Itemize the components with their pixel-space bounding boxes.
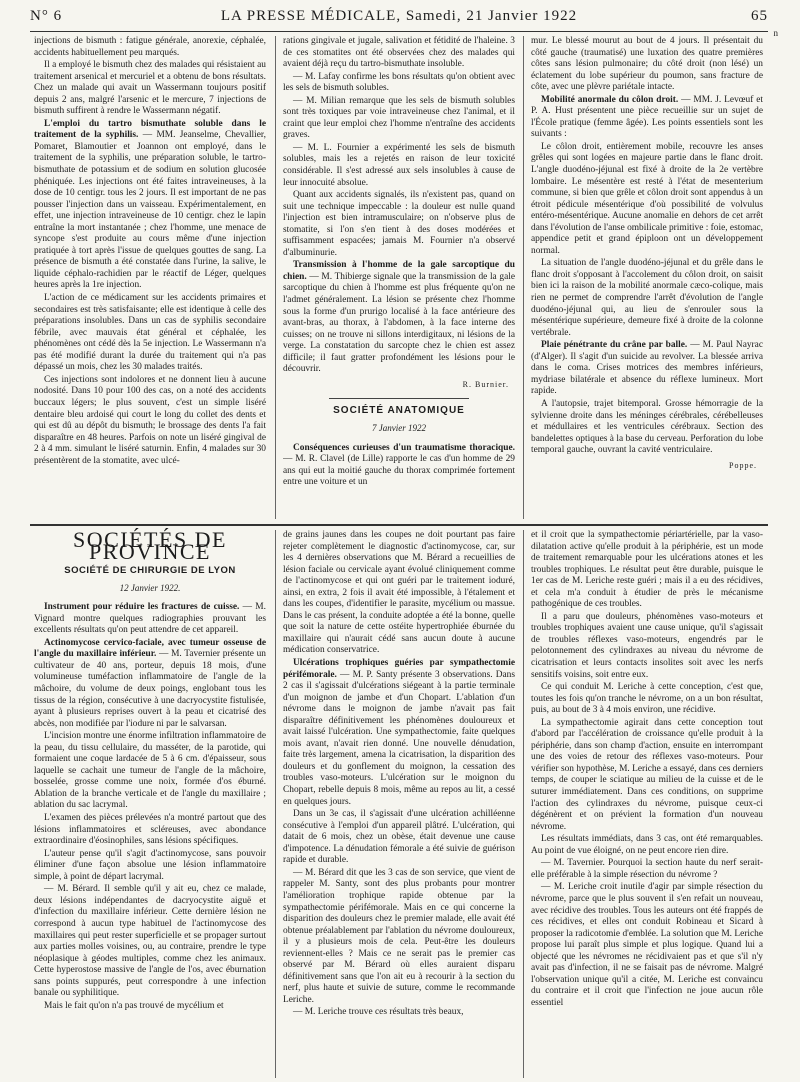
article-paragraph: Conséquences curieuses d'un traumatisme thoracique. — M. R. Clavel (de Lille) rapporte le cas d'un homme de 29 ans qui eut la moitié gauche du thorax comprimée fortement entre une voiture et un [283,442,515,488]
signature: Poppe. [729,460,757,470]
paragraph: et il croit que la sympathectomie périartérielle, par la vaso-dilatation active qu'elle produit à la périphérie, est un mode de traitement remarquable pour les ulcérations atones et les troubles trophiques. Le résultat peut être durable, puisque le 1er cas de M. Leriche reste guéri ; mais il a eu des récidives, et cela m'a conduit à étudier de près le mécanisme pathogénique de ces troubles. [531,530,763,610]
running-header [30,6,768,30]
paragraph: rations gingivale et jugale, salivation et fétidité de l'haleine. 3 de ces stomatites ont été observées chez des malades qui avaient déjà reçu du tartro-bismuthate insoluble. [283,36,515,70]
margin-mark: n [773,28,778,38]
top-column-2 [283,36,515,522]
paragraph: Ce qui conduit M. Leriche à cette conception, c'est que, toutes les fois qu'on tranche le névrome, on a un bon résultat, puis, au bout de 3 à 4 mois environ, une récidive. [531,682,763,716]
paragraph: Quant aux accidents signalés, ils n'existent pas, quand on suit une technique impeccable : la douleur est nulle quand l'injection est bien intramusculaire; on n'observe plus de stomatite, si l'on s'en tient à des doses modérées et suffisamment espacées; jamais M. Fournier n'a observé d'albuminurie. [283,190,515,258]
paragraph: Dans un 3e cas, il s'agissait d'une ulcération achilléenne consécutive à l'emploi d'un appareil plâtré. L'ulcération, qui datait de 6 mois, chez un obèse, était devenue une cause d'impotence. La dénudation fémorale a été suivie de guérison rapide et durable. [283,809,515,866]
session-date: 12 Janvier 1922. [119,582,181,593]
journal-title: LA PRESSE MÉDICALE, Samedi, 21 Janvier 1922 [220,8,578,24]
top-column-1 [34,36,266,522]
page-number: 65 [751,8,768,24]
article-paragraph: Instrument pour réduire les fractures de cuisse. — M. Vignard montre quelques radiographies prouvant les excellents résultats qu'on peut attendre de cet appareil. [34,602,266,636]
article-paragraph: Plaie pénétrante du crâne par balle. — M. Paul Nayrac (d'Alger). Il s'agit d'un suicide au revolver. La blessée arriva dans le coma. Crises motrices des membres inférieurs, mydriase bilatérale et absence du réflexe lumineux. Mort rapide. [531,340,763,397]
paragraph: Les résultats immédiats, dans 3 cas, ont été remarquables. Au point de vue éloigné, on ne peut encore rien dire. [531,834,763,856]
article-paragraph: Actinomycose cervico-faciale, avec tumeur osseuse de l'angle du maxillaire inférieur. — M. Tavernier présente un cultivateur de 40 ans, porteur, depuis 18 mois, d'une volumineuse tuméfaction inflammatoire de l'angle de la mâchoire, du volume de deux poings, englobant tous les tissus de la région, consécutive à une dacryocystite fistulisée, ayant à plusieurs reprises ouvert à la peau et cicatrisé des abcès, non modifiée par l'iodure ni par le salvarsan. [34,637,266,729]
section-heading: SOCIÉTÉ ANATOMIQUE [333,405,465,417]
paragraph: Le côlon droit, entièrement mobile, recouvre les anses grêles qui sont logées en majeure partie dans le flanc droit. L'angle duodéno-jéjunal est fixé à droite de la 2e vertèbre lombaire. Le mésentère est resté à l'état de mesenterium commune, si bien que grêle et côlon droit sont appendus à un étroit pédicule mésentérique d'où possibilité de volvulus entéro-mésentérique. Aucune anomalie en dehors de cet arrêt dans l'évolution de l'anse ombilicale primitive : foie, estomac, appendice petit et grand épiploon ont un développement normal. [531,141,763,256]
bottom-column-1 [34,528,266,1080]
section-rule [329,398,468,399]
article-paragraph: Mobilité anormale du côlon droit. — MM. J. Levœuf et P. A. Hust présentent une pièce recueillie sur un sujet de l'École pratique (femme âgée). Les points essentiels sont les suivants : [531,94,763,140]
bottom-column-2 [283,530,515,1080]
paragraph: — M. Bérard. Il semble qu'il y ait eu, chez ce malade, deux lésions indépendantes de dacryocystite aiguë et d'infection du maxillaire inférieur. Cette dernière lésion ne correspond à aucun type habituel de l'actinomycose des maxillaires qui peut rester superficielle et se propager surtout aux parties molles voisines, ou, au contraire, prendre le type néoplasique à géodes multiples, comme chez les animaux. Cette hyperostose massive de l'angle de l'os, avec éburnation sans points suppurés, peut correspondre à une infection banale ou syphilitique. [34,884,266,999]
column-divider [523,36,524,519]
article-paragraph: Transmission à l'homme de la gale sarcoptique du chien. — M. Thibierge signale que la transmission de la gale sarcoptique du chien à l'homme est plus fréquente qu'on ne l'admet généralement. La lésion se présente chez l'homme sous la forme d'un prurigo localisé à la face antérieure des avant-bras, au thorax, à l'abdomen, à la face interne des cuisses; on ne trouve ni sillons interdigitaux, ni lésions de la verge. La constatation du sarcopte chez le chien est assez difficile; il faut gratter profondément les lésions pour le découvrir. [283,260,515,375]
paragraph: — M. Lafay confirme les bons résultats qu'on obtient avec les sels de bismuth solubles. [283,71,515,94]
paragraph: L'examen des pièces prélevées n'a montré partout que des lésions inflammatoires et scléreuses, avec abondance extraordinaire d'éosinophiles, sans lésions spécifiques. [34,813,266,847]
top-column-3 [531,36,763,522]
paragraph: — M. Leriche croit inutile d'agir par simple résection du névrome, parce que le plus souvent il s'en refait un nouveau, avec récidive des troubles. Tous les auteurs ont été frappés de ces récidives, et elles ont conduit Robineau et Sicard à proposer la radicotomie d'emblée. La solution que M. Leriche propose lui paraît plus simple et plus logique. Quand lui a objecté que les névromes ne récidivaient pas et que s'il n'y avait pas d'infection, il ne se faisait pas de névrome. Malgré l'observation unique qu'il a citée, M. Leriche est convaincu du contraire et il croit que l'infection ne joue aucun rôle essentiel [531,882,763,1008]
paragraph: — M. Milian remarque que les sels de bismuth solubles sont très toxiques par voie intraveineuse chez l'animal, et il craint que leur emploi chez l'homme n'entraîne des accidents graves. [283,95,515,141]
paragraph: Mais le fait qu'on n'a pas trouvé de mycélium et [44,1000,224,1011]
paragraph: — M. Leriche trouve ces résultats très beaux, [293,1007,464,1018]
section-title: SOCIÉTÉS DE PROVINCE [73,528,227,564]
column-divider [275,530,276,1078]
paragraph: — M. L. Fournier a expérimenté les sels de bismuth solubles, mais les a rejetés en raison de leur toxicité considérable. Il s'est adressé aux sels insolubles à cause de leur innocuité absolue. [283,142,515,188]
paragraph: La sympathectomie agirait dans cette conception tout d'abord par l'accélération de croissance qu'elle produit à la périphérie, dans son champ d'action, ensuite en interrompant une des voies de retour des réflexes vaso-moteurs. Pour vérifier son hypothèse, M. Leriche a essayé, dans ces derniers temps, de couper le sciatique au milieu de la cuisse et de le suturer immédiatement. Dans ces conditions, on supprime l'action des cylindraxes du névrome, puisque ceux-ci dégénèrent et on prévient la formation d'un nouveau névrome. [531,717,763,832]
paragraph: L'incision montre une énorme infiltration inflammatoire de la peau, du tissu cellulaire, du masséter, de la parotide, qui formaient une coque lardacée de 5 à 6 cm. d'épaisseur, sous laquelle se cachait une tumeur de l'angle de la mâchoire, bosselée, grosse comme une noix, formée d'os éburné. Ablation de la branche verticale et de l'angle du maxillaire ; ablation du sac lacrymal. [34,731,266,811]
paragraph: — M. Bérard dit que les 3 cas de son service, que vient de rappeler M. Santy, sont des plus probants pour montrer l'amélioration trophique rapide obtenue par la sympathectomie périfémorale. Mais en ce qui concerne la disparition des douleurs chez le premier malade, elle avait été obtenue préalablement par l'ablation du névrome douloureux, il y a plusieurs mois de cela. Peut-être les douleurs reviennent-elles ? Mais ce ne serait pas le premier cas observé par M. Bérard où elles auraient disparu définitivement sans que l'on ait eu à recourir à la section du nerf, plus haute et suivie de suture, comme le recommande Leriche. [283,867,515,1005]
paragraph: La situation de l'angle duodéno-jéjunal et du grêle dans le flanc droit s'opposant à l'accolement du côlon droit, on saisit bien ici la raison de la mobilité anormale cæco-colique, mais rien ne permet de comprendre l'arrêt d'évolution de l'angle duodéno-jéjunal qui, au lieu de s'enrouler sous la mésentérique supérieure, demeure fixé à droite de la colonne vertébrale. [531,258,763,338]
signature: R. Burnier. [462,379,509,389]
paragraph: mur. Le blessé mourut au bout de 4 jours. Il présentait du côté gauche (traumatisé) une luxation des quatre premières côtes sans lésion pulmonaire; du côté droit (non lésé) un éclatement du lobe supérieur du poumon, sans fracture de côte, avec une plèvre pariétale intacte. [531,36,763,93]
section-separator [30,524,768,526]
column-divider [523,530,524,1078]
column-divider [275,36,276,519]
paragraph: Il a employé le bismuth chez des malades qui résistaient au traitement arsenical et mercuriel et a obtenu de bons résultats. Chez un malade qui avait un Wassermann toujours positif depuis 2 ans, malgré l'arsenic et le mercure, 7 injections de bismuth suffirent à rendre le Wassermann négatif. [34,60,266,117]
paragraph: injections de bismuth : fatigue générale, anorexie, céphalée, accidents habituellement peu marqués. [34,36,266,58]
header-rule [30,31,768,32]
paragraph: de grains jaunes dans les coupes ne doit pourtant pas faire rejeter complètement le diagnostic d'actinomycose, car, sur les 4 dernières observations que M. Bérard a recueillies de lésion faciale ou cervicale ayant évolué cliniquement comme de l'actinomycose et qui ont guéri par le traitement ioduré, ainsi, en extra, 2 fois il avait été impossible, à l'étalement et dans les coupes, d'identifier le parasite, mycélium ou massue. Dans le cas présent, la conduite adoptée a été la bonne, quelle que soit la nature de cette ostéite hypertrophiée éburnée du maxillaire qui n'aurait cédé sans aucun doute à aucune médication conservatrice. [283,530,515,656]
paragraph: L'action de ce médicament sur les accidents primaires et secondaires est très satisfaisante; elle est identique à celle des préparations insolubles. Dans un cas de syphilis secondaire fébrile, avec mauvais état général et céphalée, les phénomènes ont cédé dès la 5e injection. Le Wassermann n'a pas été modifié durant la durée du traitement qui n'a pas dépassé un mois, chez les 30 malades traités. [34,293,266,373]
bottom-column-3 [531,530,763,1080]
paragraph: Ces injections sont indolores et ne donnent lieu à aucune nodosité. Dans 10 pour 100 des cas, on a noté des accidents buccaux légers; le plus souvent, c'est un simple liséré dentaire bleu ardoisé qui court le long du collet des dents et qui est dû au dépôt du bismuth; le brossage des dents l'a fait disparaître en 48 heures. Parfois on note un liséré gingival de 2 à 4 mm. simulant le liséré saturnin. Enfin, 4 malades sur 30 présentèrent de la stomatite, avec ulcé- [34,374,266,466]
issue-number: N° 6 [30,8,63,24]
paragraph: — M. Tavernier. Pourquoi la section haute du nerf serait-elle préférable à la simple résection du névrome ? [531,858,763,880]
article-paragraph: L'emploi du tartro bismuthate soluble dans le traitement de la syphilis. — MM. Jeanselme, Chevallier, Pomaret, Blamoutier et Joannon ont employé, dans le traitement de la syphilis, une préparation soluble, le tartro-bismuthate de potassium et de sodium en solution glucosée phéniquée. Les injections ont été faites intraveineuses, à la dose de 10 centigr. tous les 2 jours. Il est important de ne pas pousser l'injection dans un vaisseau. Expérimentalement, en effet, une injection intraveineuse de 10 centigr. chez le lapin entraîne la mort instantanée ; chez l'homme, une menace de syncope s'est produite au cours même d'une injection pratiquée à tort après l'issue de quelques gouttes de sang. La présence de bismuth a été constatée dans l'urine, la salive, le liquide céphalo-rachidien par le réactif de Léger, quelques heures après la 1re injection. [34,118,266,291]
section-date: 7 Janvier 1922 [372,422,426,433]
society-heading: SOCIÉTÉ DE CHIRURGIE DE LYON [64,565,236,577]
paragraph: Il a paru que douleurs, phénomènes vaso-moteurs et troubles trophiques avaient une cause unique, qu'il s'agissait de troubles réflexes vaso-moteurs, engendrés par le pelotonnement des cylindraxes au niveau du névrome de cicatrisation et leurs contacts insolites soit avec les nerfs sensitifs voisins, soit entre eux. [531,611,763,680]
paragraph: A l'autopsie, trajet bitemporal. Grosse hémorragie de la sylvienne droite dans les méninges cérébrales, cérébelleuses et médullaires et les ventricules cérébraux. Section des bandelettes optiques à la base du cerveau. Perforation du lobe temporal gauche, ouvrant la cavité ventriculaire. [531,398,763,456]
paragraph: L'auteur pense qu'il s'agit d'actinomycose, sans pouvoir éliminer d'une façon absolue une lésion inflammatoire simple, à point de départ lacrymal. [34,848,266,882]
article-paragraph: Ulcérations trophiques guéries par sympathectomie périfémorale. — M. P. Santy présente 3 observations. Dans 2 cas il s'agissait d'ulcérations siégeant à la partie terminale d'un moignon de jambe et d'un Chopart. L'ablation d'un névrome dans le moignon de jambe n'avait pas fait disparaître définitivement les phénomènes douloureux et avait laissé l'ulcération. Une sympathectomie, faite quelques mois avant, n'avait rien donné. Une nouvelle dénudation, faite très largement, amena la cicatrisation, la disparition des douleurs et du gonflement du moignon, la cessation des troubles vaso-moteurs. L'ulcération sur le moignon du Chopart, rebelle depuis 8 mois, même au repos au lit, a cessé en quelques jours. [283,658,515,807]
